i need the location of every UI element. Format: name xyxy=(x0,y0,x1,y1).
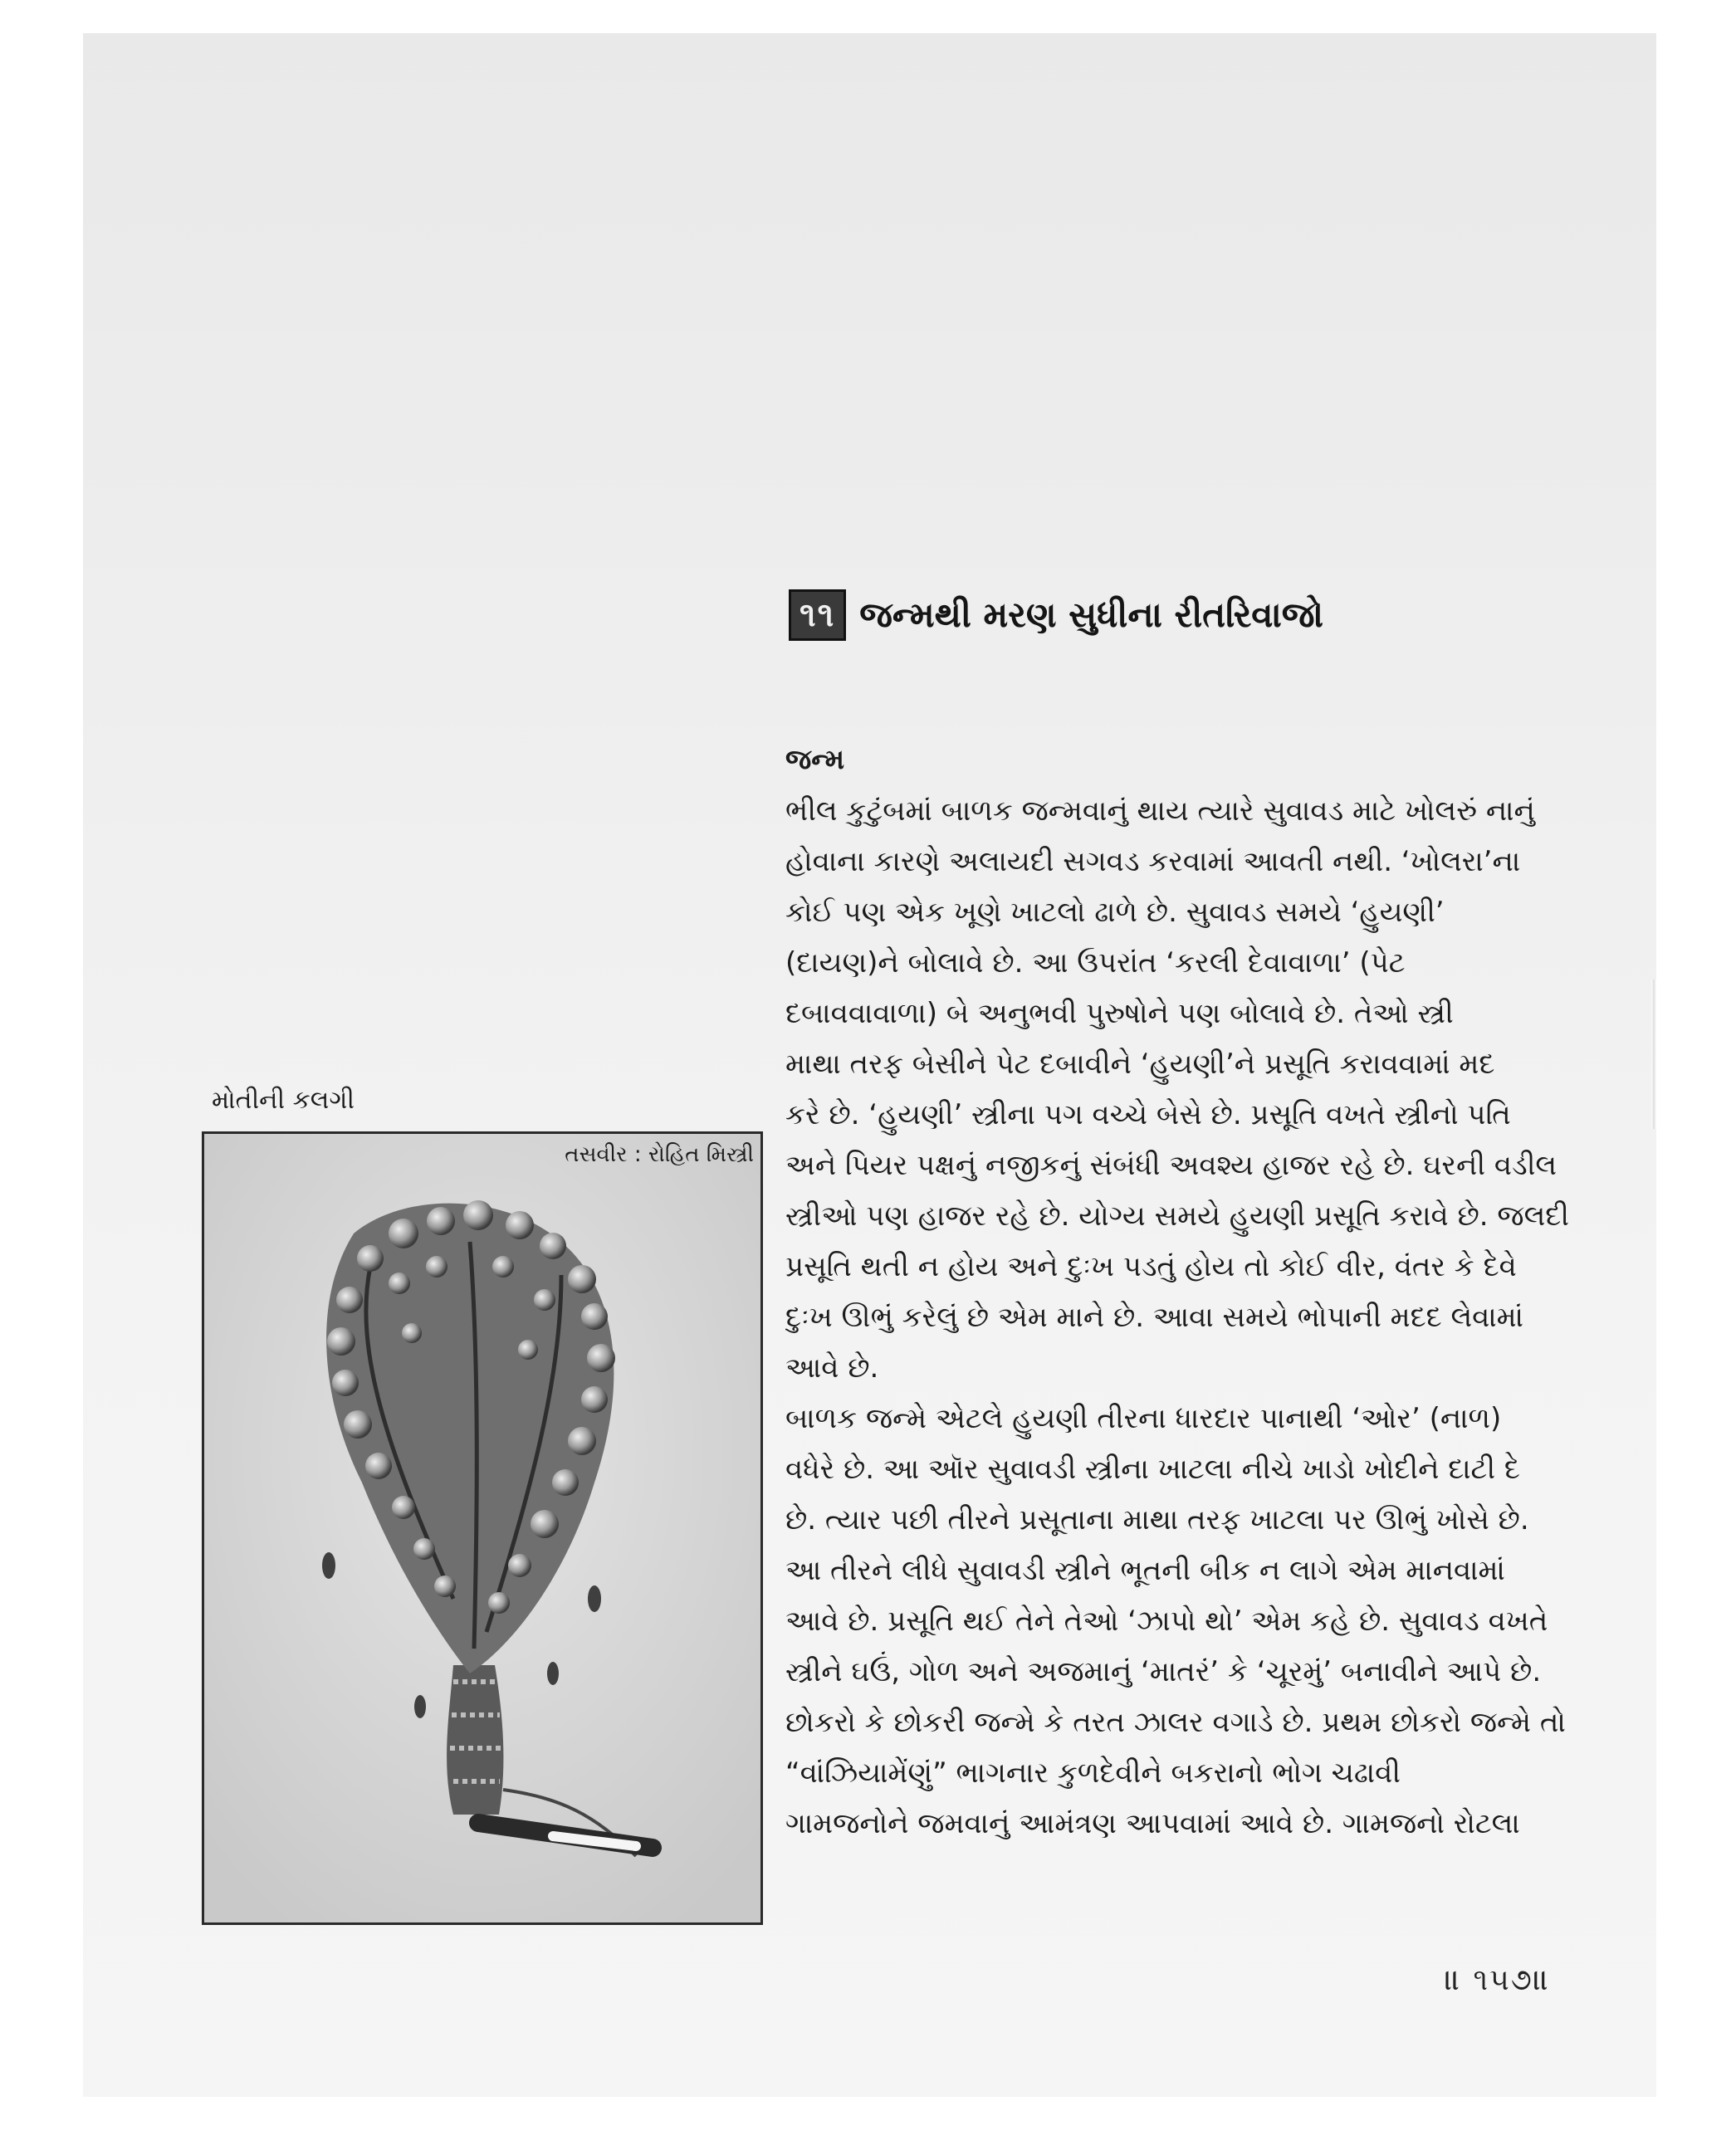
body-line: દુઃખ ઊભું કરેલું છે એમ માને છે. આવા સમયે ભોપાની મદદ લેવામાં xyxy=(785,1301,1524,1334)
headdress-illustration xyxy=(204,1134,760,1922)
photo-credit: તસવીર : રોહિત મિસ્ત્રી xyxy=(565,1142,754,1167)
body-line: અને પિયર પક્ષનું નજીકનું સંબંધી અવશ્ય હાજર રહે છે. ઘરની વડીલ xyxy=(785,1149,1558,1182)
page-number: ॥ ૧૫૭॥ xyxy=(1445,1963,1551,1997)
chapter-heading xyxy=(789,589,1323,641)
body-line: છોકરો કે છોકરી જન્મે કે તરત ઝાલર વગાડે છે. પ્રથમ છોકરો જન્મે તો xyxy=(785,1706,1566,1739)
chapter-number: ૧૧ xyxy=(789,589,846,641)
body-line: ભીલ કુટુંબમાં બાળક જન્મવાનું થાય ત્યારે સુવાવડ માટે ખોલરું નાનું xyxy=(785,794,1535,828)
body-line: કરે છે. ‘હુયણી’ સ્ત્રીના પગ વચ્ચે બેસે છે. પ્રસૂતિ વખતે સ્ત્રીનો પતિ xyxy=(785,1098,1511,1131)
body-line: આ તીરને લીધે સુવાવડી સ્ત્રીને ભૂતની બીક ન લાગે એમ માનવામાં xyxy=(785,1554,1505,1587)
body-line: આવે છે. પ્રસૂતિ થઈ તેને તેઓ ‘ઝાપો થો’ એમ કહે છે. સુવાવડ વખતે xyxy=(785,1605,1548,1638)
page-edge-shadow xyxy=(1651,980,1656,1129)
body-line: દબાવવાવાળા) બે અનુભવી પુરુષોને પણ બોલાવે છે. તેઓ સ્ત્રી xyxy=(785,997,1454,1030)
body-line: પ્રસૂતિ થતી ન હોય અને દુઃખ પડતું હોય તો કોઈ વીર, વંતર કે દેવે xyxy=(785,1250,1517,1283)
body-line: હોવાના કારણે અલાયદી સગવડ કરવામાં આવતી નથી. ‘ખોલરા’ના xyxy=(785,845,1521,878)
figure-caption: મોતીની કલગી xyxy=(212,1086,355,1115)
body-line: વધેરે છે. આ ઑર સુવાવડી સ્ત્રીના ખાટલા નીચે ખાડો ખોદીને દાટી દે xyxy=(785,1453,1520,1486)
body-line: “વાંઝિયામેંણું” ભાગનાર કુળદેવીને બકરાનો ભોગ ચઢાવી xyxy=(785,1756,1401,1790)
body-line: છે. ત્યાર પછી તીરને પ્રસૂતાના માથા તરફ ખાટલા પર ઊભું ખોસે છે. xyxy=(785,1503,1529,1536)
body-line: માથા તરફ બેસીને પેટ દબાવીને ‘હુયણી’ને પ્રસૂતિ કરાવવામાં મદ xyxy=(785,1048,1495,1081)
body-line: સ્ત્રીને ઘઉં, ગોળ અને અજમાનું ‘માતરં’ કે ‘ચૂરમું’ બનાવીને આપે છે. xyxy=(785,1655,1542,1688)
body-line: ગામજનોને જમવાનું આમંત્રણ આપવામાં આવે છે. ગામજનો રોટલા xyxy=(785,1807,1520,1840)
body-line: સ્ત્રીઓ પણ હાજર રહે છે. યોગ્ય સમયે હુયણી પ્રસૂતિ કરાવે છે. જલદી xyxy=(785,1199,1570,1233)
chapter-title: જન્મથી મરણ સુધીના રીતરિવાજો xyxy=(859,594,1323,635)
body-line: બાળક જન્મે એટલે હુયણી તીરના ધારદાર પાનાથી ‘ઓર’ (નાળ) xyxy=(785,1402,1502,1435)
body-line: કોઈ પણ એક ખૂણે ખાટલો ઢાળે છે. સુવાવડ સમયે ‘હુયણી’ xyxy=(785,896,1445,929)
body-line: આવે છે. xyxy=(785,1351,879,1385)
body-text xyxy=(785,786,1591,1849)
figure-photo xyxy=(202,1131,763,1925)
section-heading: જન્મ xyxy=(785,743,845,775)
body-line: (દાયણ)ને બોલાવે છે. આ ઉપરાંત ‘કરલી દેવાવાળા’ (પેટ xyxy=(785,946,1406,980)
